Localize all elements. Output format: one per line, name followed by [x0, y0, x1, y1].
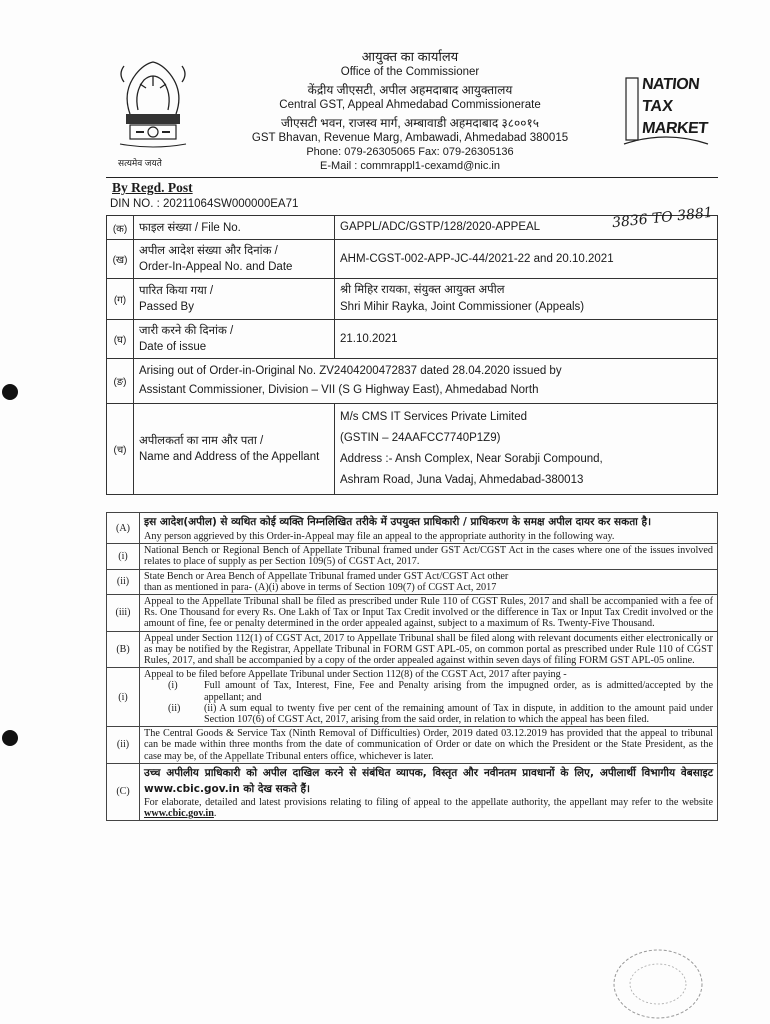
table-row: [107, 595, 718, 632]
para-i-text: National Bench or Regional Bench of Appellate Tribunal framed under GST Act/CGST Act in the cases where one of the issues involved relates to place of supply as per Section 109(5) of CGST Act, 2017.: [140, 544, 718, 569]
para-ii-line-2: than as mentioned in para- (A)(i) above in terms of Section 109(7) of CGST Act, 2017: [144, 581, 497, 593]
label-english: Date of issue: [139, 341, 207, 353]
para-number: (i): [107, 668, 140, 727]
table-row: [107, 513, 718, 544]
header-phone-fax: Phone: 079-26305065 Fax: 079-26305136: [306, 146, 514, 158]
para-number: (ii): [107, 569, 140, 594]
item-number: (i): [168, 680, 178, 692]
para-number: (ii): [107, 727, 140, 764]
row-number: (च): [107, 404, 134, 495]
row-label: [134, 404, 335, 495]
passed-by-english: Shri Mihir Rayka, Joint Commissioner (Appeals): [340, 301, 585, 313]
logo-text-tax: TAX: [641, 98, 674, 115]
para-ii-line-1: State Bench or Area Bench of Appellate Tribunal framed under GST Act/CGST Act other: [144, 570, 509, 582]
header-english-office: Central GST, Appeal Ahmedabad Commissionerate: [279, 99, 541, 111]
para-ii-text: [140, 569, 718, 594]
row-label: [134, 216, 335, 240]
punch-hole-dot: [2, 730, 18, 746]
header-english-address: GST Bhavan, Revenue Marg, Ambawadi, Ahmedabad 380015: [251, 132, 569, 144]
label-english: File No.: [201, 221, 241, 234]
label-hindi: फाइल संख्या /: [139, 221, 199, 234]
file-number: GAPPL/ADC/GSTP/128/2020-APPEAL: [340, 221, 541, 233]
logo-text-nation: NATION: [641, 76, 701, 93]
table-row: [107, 569, 718, 594]
para-a-hindi: इस आदेश(अपील) से व्यथित कोई व्यक्ति निम्नलिखित तरीके में उपयुक्त प्राधिकारी / प्राधिकरण के समक्ष अपील दायर कर सकता है।: [144, 516, 652, 528]
table-row: [107, 763, 718, 820]
appellant-address-1: Address :- Ansh Complex, Near Sorabji Compound,: [340, 453, 603, 465]
regd-post-label: By Regd. Post: [112, 180, 193, 195]
header-divider: [106, 177, 718, 178]
appellant-gstin: (GSTIN – 24AAFCC7740P1Z9): [340, 432, 501, 444]
one-nation-one-tax-logo: [620, 70, 712, 152]
arising-out-of-text: [134, 359, 718, 404]
order-in-appeal-value: AHM-CGST-002-APP-JC-44/2021-22 and 20.10.2021: [335, 240, 718, 279]
para-c-end: .: [213, 808, 217, 820]
row-label: [134, 279, 335, 320]
header-hindi-office: केंद्रीय जीएसटी, अपील अहमदाबाद आयुक्तालय: [307, 83, 513, 97]
emblem-caption: सत्यमेव जयते: [118, 158, 162, 168]
din-number: DIN NO. : 20211064SW000000EA71: [110, 198, 299, 210]
table-row: [107, 727, 718, 764]
table-row: [107, 216, 718, 240]
item-text: (ii) A sum equal to twenty five per cent of the remaining amount of Tax in dispute, in addition to the amount paid under Section 107(6) of CGST Act, 2017, arising from the said order, in relation to which the appeal has been filed.: [204, 702, 713, 726]
para-b-text: Appeal under Section 112(1) of CGST Act, 2017 to Appellate Tribunal shall be filed along with relevant documents either electronically or as may be notified by the Registrar, Appellate Tribunal in FORM GST APL-05, on common portal as prescribed under Rule 110 of CGST Rules, 2017, and shall be accompanied by a copy of the order appealed against within seven days of filing FORM GST APL-05 online.: [140, 631, 718, 668]
table-row: [107, 404, 718, 495]
row-number: (ङ): [107, 359, 134, 404]
pre-deposit-intro: Appeal to be filed before Appellate Tribunal under Section 112(8) of the CGST Act, 2017 after paying -: [144, 669, 567, 681]
row-label: [134, 240, 335, 279]
appeal-provisions-table: [106, 512, 718, 821]
date-of-issue-value: 21.10.2021: [335, 320, 718, 359]
passed-by-value: [335, 279, 718, 320]
arising-line-2: Assistant Commissioner, Division – VII (S G Highway East), Ahmedabad North: [139, 384, 539, 396]
label-hindi: जारी करने की दिनांक /: [139, 325, 234, 337]
appellant-name: M/s CMS IT Services Private Limited: [340, 411, 528, 423]
para-c-hindi: उच्च अपीलीय प्राधिकारी को अपील दाखिल करने से संबंधित व्यापक, विस्तृत और नवीनतम प्रावधानों के लिए, अपीलार्थी विभागीय वेबसाइट www.cbic.gov.in को देख सकते हैं।: [144, 766, 713, 795]
punch-hole-dot: [2, 384, 18, 400]
table-row: [107, 240, 718, 279]
header-hindi-address: जीएसटी भवन, राजस्व मार्ग, अम्बावाडी अहमदाबाद ३८००१५: [281, 116, 539, 130]
label-english: Passed By: [139, 301, 194, 313]
row-number: (क): [107, 216, 134, 240]
cbic-website-link[interactable]: www.cbic.gov.in: [144, 808, 214, 820]
table-row: [107, 668, 718, 727]
removal-of-difficulties-text: The Central Goods & Service Tax (Ninth Removal of Difficulties) Order, 2019 dated 03.12.2019 has provided that the appeal to tribunal can be made within three months from the date of communication of Order or date on which the President or the State President, as the case may be, of the Appellate Tribunal enters office, whichever is later.: [140, 727, 718, 764]
appellant-address-2: Ashram Road, Juna Vadaj, Ahmedabad-380013: [340, 474, 584, 486]
label-hindi: पारित किया गया /: [139, 285, 214, 297]
pre-deposit-text: [140, 668, 718, 727]
office-stamp-icon: [606, 940, 706, 1022]
pre-deposit-item: [144, 680, 713, 702]
para-number: (A): [107, 513, 140, 544]
table-row: [107, 279, 718, 320]
table-row: [107, 631, 718, 668]
handwritten-numbers: 3836 TO 3881: [611, 204, 714, 232]
label-hindi: अपीलकर्ता का नाम और पता /: [139, 435, 264, 447]
table-row: [107, 320, 718, 359]
para-number: (B): [107, 631, 140, 668]
label-english: Name and Address of the Appellant: [139, 451, 320, 463]
item-number: (ii): [168, 702, 181, 714]
para-a-text: [140, 513, 718, 544]
para-number: (i): [107, 544, 140, 569]
national-emblem-icon: [110, 52, 196, 162]
passed-by-hindi: श्री मिहिर रायका, संयुक्त आयुक्त अपील: [340, 284, 505, 296]
header-email: E-Mail : commrappl1-cexamd@nic.in: [320, 160, 500, 172]
para-c-english-text: For elaborate, detailed and latest provisions relating to filing of appeal to the appellate authority, the appellant may refer to the website: [144, 796, 713, 808]
table-row: [107, 359, 718, 404]
arising-line-1: Arising out of Order-in-Original No. ZV2404200472837 dated 28.04.2020 issued by: [139, 365, 562, 377]
label-english: Order-In-Appeal No. and Date: [139, 261, 293, 273]
para-iii-text: Appeal to the Appellate Tribunal shall be filed as prescribed under Rule 110 of CGST Rules, 2017 and shall be accompanied with a fee of Rs. One Thousand for every Rs. One Lakh of Tax or Input Tax Credit involved or the difference in Tax or Input Tax Credit involved or the amount of fine, fee or penalty determined in the order appealed against, subject to a maximum of Rs. Twenty-Five Thousand.: [140, 595, 718, 632]
file-number-value: [335, 204, 718, 240]
para-number: (C): [107, 763, 140, 820]
appellant-value: [335, 404, 718, 495]
row-number: (घ): [107, 320, 134, 359]
logo-text-market: MARKET: [641, 120, 709, 137]
para-c-text: [140, 763, 718, 820]
para-c-english: [144, 797, 713, 819]
item-text: Full amount of Tax, Interest, Fine, Fee and Penalty arising from the impugned order, as is admitted/accepted by the appellant; and: [204, 680, 713, 703]
label-hindi: अपील आदेश संख्या और दिनांक /: [139, 245, 278, 257]
row-label: [134, 320, 335, 359]
table-row: [107, 544, 718, 569]
para-number: (iii): [107, 595, 140, 632]
row-number: (ग): [107, 279, 134, 320]
pre-deposit-item: [144, 703, 713, 725]
row-number: (ख): [107, 240, 134, 279]
header-english-title: Office of the Commissioner: [340, 66, 480, 78]
header-hindi-title: आयुक्त का कार्यालय: [361, 49, 459, 64]
para-a-english: Any person aggrieved by this Order-in-Appeal may file an appeal to the appropriate authority in the following way.: [144, 531, 615, 542]
